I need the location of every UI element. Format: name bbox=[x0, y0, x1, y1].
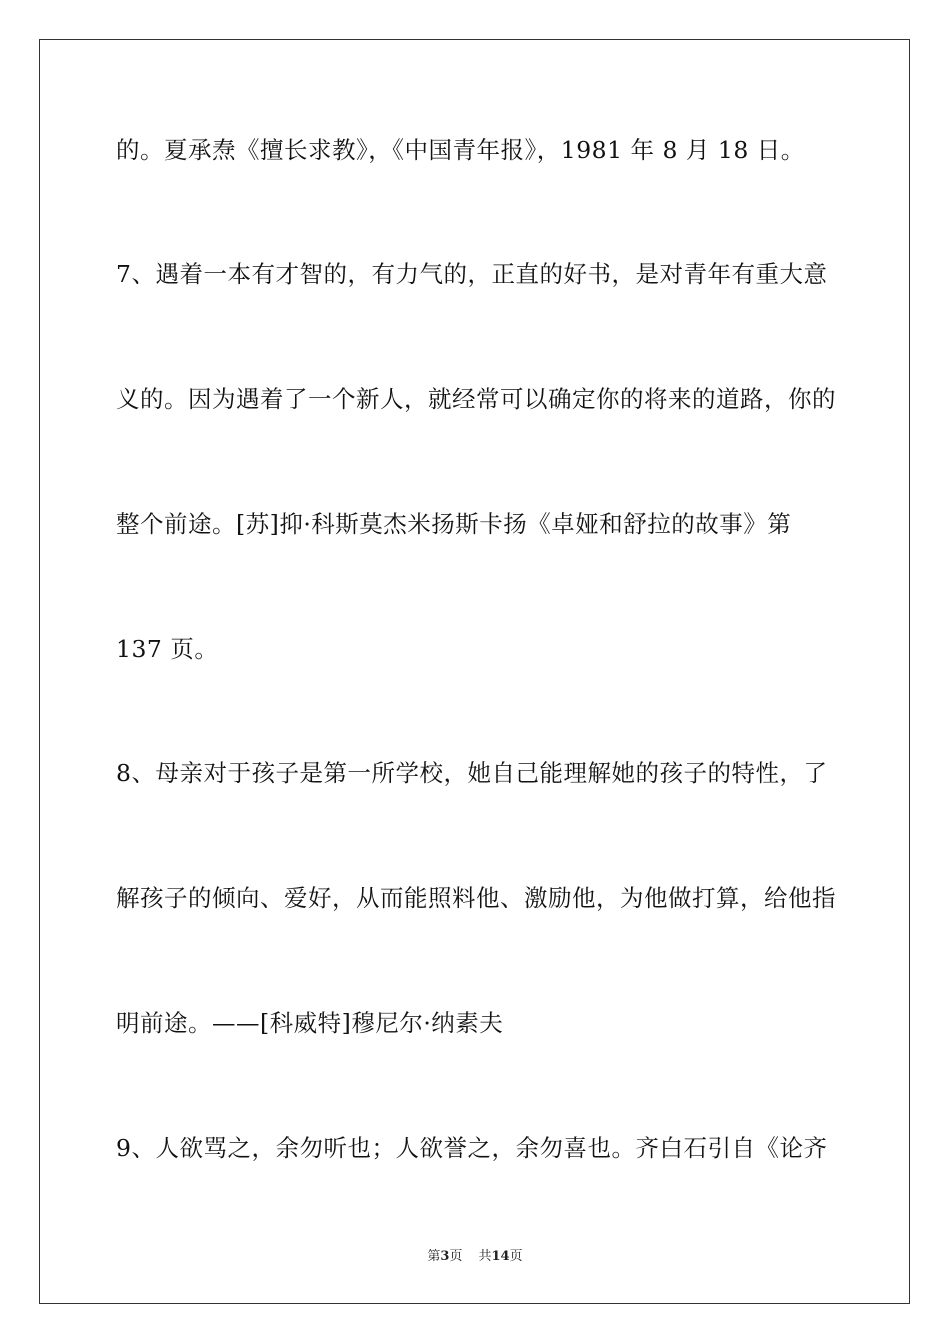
footer-total-suffix: 页 bbox=[509, 1249, 523, 1264]
footer-page-prefix: 第 bbox=[427, 1249, 441, 1264]
text-line-7: 解孩子的倾向、爱好，从而能照料他、激励他，为他做打算，给他指 bbox=[116, 884, 836, 912]
text-line-5: 137 页。 bbox=[116, 635, 219, 663]
footer-page-suffix: 页 bbox=[449, 1249, 463, 1264]
text-line-2: 7、遇着一本有才智的，有力气的，正直的好书，是对青年有重大意 bbox=[116, 260, 828, 288]
text-line-3: 义的。因为遇着了一个新人，就经常可以确定你的将来的道路，你的 bbox=[116, 385, 836, 413]
text-line-6: 8、母亲对于孩子是第一所学校，她自己能理解她的孩子的特性，了 bbox=[116, 759, 828, 787]
footer-total-pages: 14 bbox=[491, 1249, 510, 1264]
text-line-4: 整个前途。[苏]抑·科斯莫杰米扬斯卡扬《卓娅和舒拉的故事》第 bbox=[116, 510, 792, 538]
text-line-8: 明前途。——[科威特]穆尼尔·纳素夫 bbox=[116, 1009, 504, 1037]
page-border bbox=[39, 39, 910, 1304]
text-line-9: 9、人欲骂之，余勿听也；人欲誉之，余勿喜也。齐白石引自《论齐 bbox=[116, 1134, 828, 1162]
page-footer bbox=[0, 1248, 950, 1266]
footer-page-number: 3 bbox=[440, 1249, 450, 1264]
text-line-1: 的。夏承焘《擅长求教》，《中国青年报》，1981 年 8 月 18 日。 bbox=[116, 136, 805, 164]
footer-total-prefix: 共 bbox=[478, 1249, 492, 1264]
